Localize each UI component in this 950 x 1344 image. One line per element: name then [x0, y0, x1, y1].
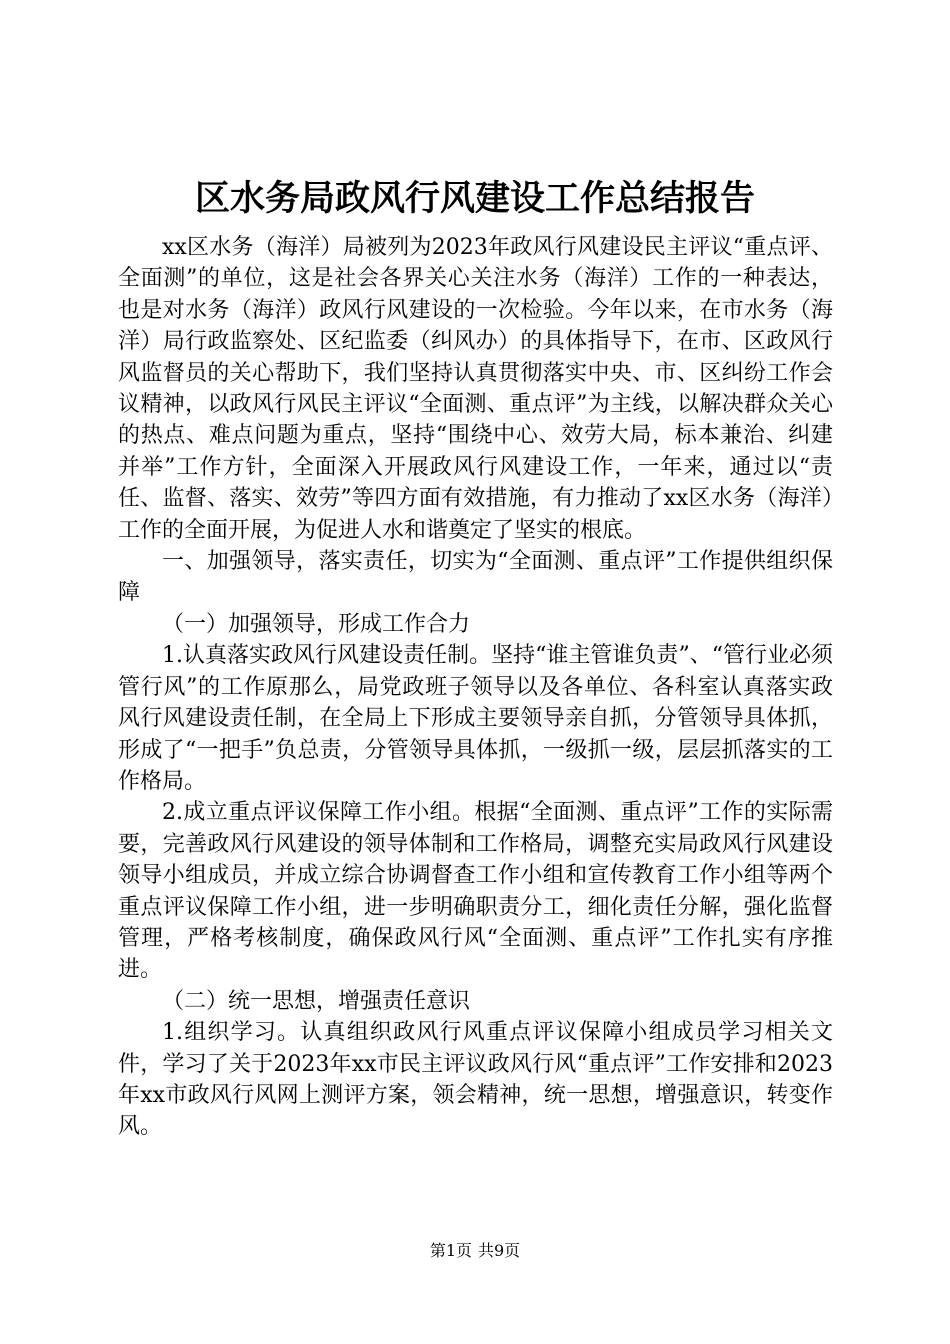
paragraph-intro: xx区水务（海洋）局被列为2023年政风行风建设民主评议“重点评、全面测”的单位，这是社会各界关心关注水务（海洋）工作的一种表达，也是对水务（海洋）政风行风建设的一次检验。今年以来，在市水务（海洋）局行政监察处、区纪监委（纠风办）的具体指导下，在市、区政风行风监督员的关心帮助下，我们坚持认真贯彻落实中央、市、区纠纷工作会议精神，以政风行风民主评议“全面测、重点评”为主线，以解决群众关心的热点、难点问题为重点，坚持“围绕中心、效劳大局，标本兼治、纠建并举”工作方针，全面深入开展政风行风建设工作，一年来，通过以“责任、监督、落实、效劳”等四方面有效措施，有力推动了xx区水务（海洋）工作的全面开展，为促进人水和谐奠定了坚实的根底。 [118, 235, 833, 543]
document-title: 区水务局政风行风建设工作总结报告 [194, 178, 755, 219]
paragraph-item-2-1: 1.组织学习。认真组织政风行风重点评议保障小组成员学习相关文件，学习了关于2023年xx市民主评议政风行风“重点评”工作安排和2023年xx市政风行风网上测评方案，领会精神，统一思想，增强意识，转变作风。 [118, 1020, 833, 1140]
page-total: 共9页 [478, 1241, 521, 1260]
paragraph-item-1-1: 1.认真落实政风行风建设责任制。坚持“谁主管谁负责”、“管行业必须管行风”的工作原那么，局党政班子领导以及各单位、各科室认真落实政风行风建设责任制，在全局上下形成主要领导亲自抓，分管领导具体抓，形成了“一把手”负总责，分管领导具体抓，一级抓一级，层层抓落实的工作格局。 [118, 643, 833, 794]
paragraph-item-1-2: 2.成立重点评议保障工作小组。根据“全面测、重点评”工作的实际需要，完善政风行风建设的领导体制和工作格局，调整充实局政风行风建设领导小组成员，并成立综合协调督查工作小组和宣传教育工作小组等两个重点评议保障工作小组，进一步明确职责分工，细化责任分解，强化监督管理，严格考核制度，确保政风行风“全面测、重点评”工作扎实有序推进。 [118, 800, 833, 983]
document-body [118, 232, 833, 1143]
page-number: 第1页 [429, 1241, 472, 1260]
subsection-heading-2: （二）统一思想，增强责任意识 [162, 988, 471, 1014]
page-footer [0, 1241, 950, 1260]
subsection-heading-1: （一）加强领导，形成工作合力 [162, 611, 471, 637]
section-heading-1: 一、加强领导，落实责任，切实为“全面测、重点评”工作提供组织保障 [118, 549, 833, 606]
